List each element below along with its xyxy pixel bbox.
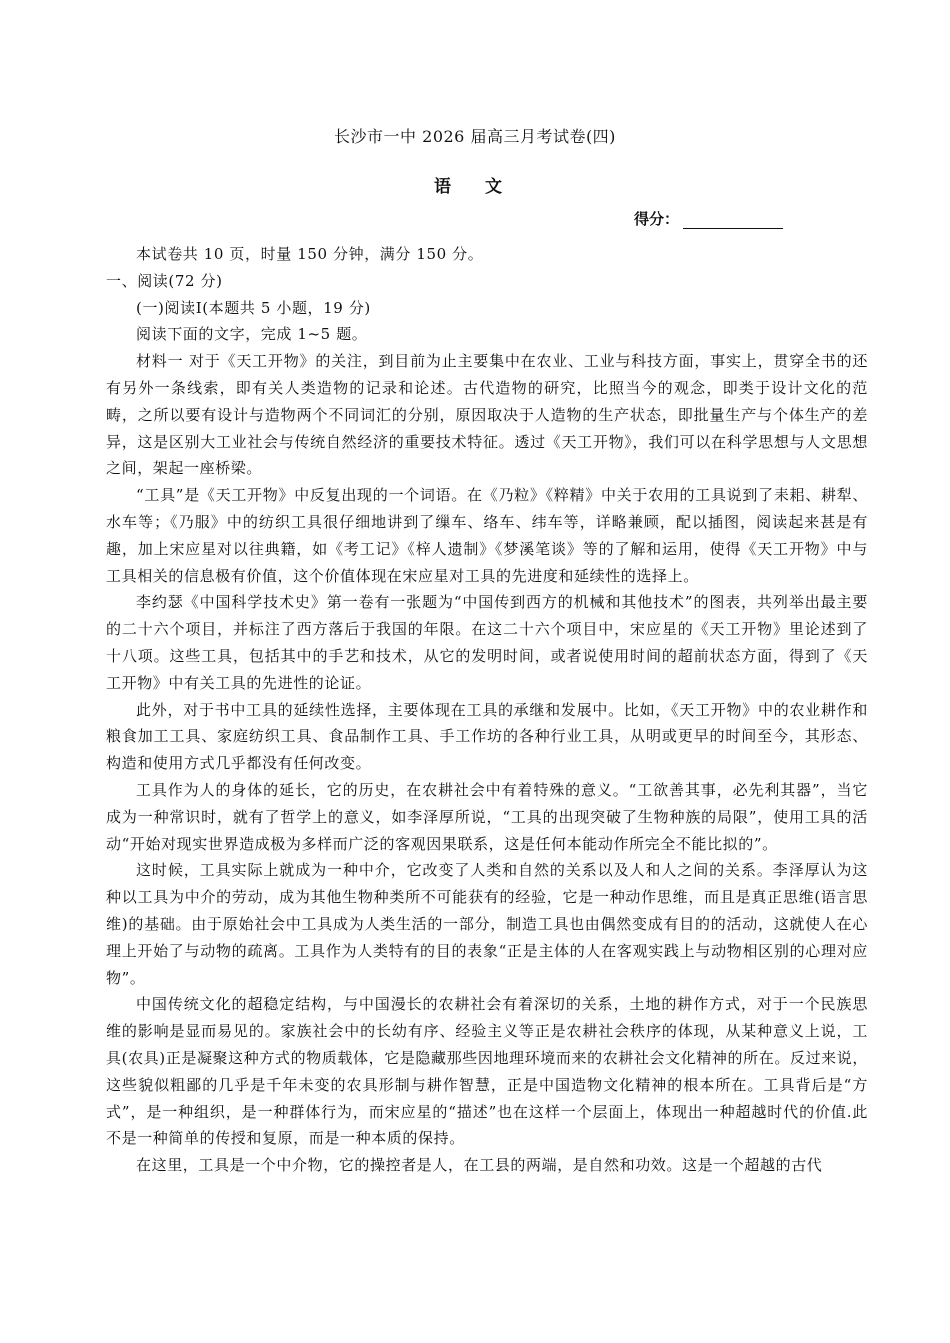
score-blank-line bbox=[683, 212, 783, 229]
passage-paragraph: 在这里，工具是一个中介物，它的操控者是人，在工县的两端，是自然和功效。这是一个超越的古代 bbox=[136, 1156, 823, 1175]
passage-paragraph: 工具作为人的身体的延长，它的历史，在农耕社会中有着特殊的意义。“工欲善其事，必先利其器”，当它成为一种常识时，就有了哲学上的意义，如李泽厚所说，“工具的出现突破了生物种族的局限”，使用工具的活动“开始对现实世界造成极为多样而广泛的客观因果联系，这是任何本能动作所完全不能比拟的”。 bbox=[106, 780, 868, 853]
exam-body bbox=[106, 241, 868, 1179]
passage-paragraph: 此外，对于书中工具的延续性选择，主要体现在工具的承继和发展中。比如，《天工开物》中的农业耕作和粮食加工工具、家庭纺织工具、食品制作工具、手工作坊的各种行业工具，从明或更早的时间至今，其形态、构造和使用方式几乎都没有任何改变。 bbox=[106, 700, 868, 773]
passage-paragraph: 李约瑟《中国科学技术史》第一卷有一张题为“中国传到西方的机械和其他技术”的图表，共列举出最主要的二十六个项目，并标注了西方落后于我国的年限。在这二十六个项目中，宋应星的《天工开物》里论述到了十八项。这些工具，包括其中的手艺和技术，从它的发明时间，或者说使用时间的超前状态方面，得到了《天工开物》中有关工具的先进性的论证。 bbox=[106, 593, 868, 692]
exam-title: 长沙市一中 2026 届高三月考试卷(四) bbox=[334, 127, 616, 146]
section-heading: 一、阅读(72 分) bbox=[106, 271, 223, 290]
score-label: 得分： bbox=[634, 210, 680, 228]
score-field bbox=[634, 208, 783, 229]
passage-paragraph: 中国传统文化的超稳定结构，与中国漫长的农耕社会有着深切的关系，土地的耕作方式，对于一个民族思维的影响是显而易见的。家族社会中的长幼有序、经验主义等正是农耕社会秩序的体现，从某种意义上说，工具(农具)正是凝聚这种方式的物质载体，它是隐藏那些因地理环境而来的农耕社会文化精神的所在。反过来说，这些貌似粗鄙的几乎是千年未变的农具形制与耕作智慧，正是中国造物文化精神的根本所在。工具背后是“方式”，是一种组织，是一种群体行为，而宋应星的“描述”也在这样一个层面上，体现出一种超越时代的价值.此不是一种简单的传授和复原，而是一种本质的保持。 bbox=[106, 995, 868, 1148]
exam-info: 本试卷共 10 页，时量 150 分钟，满分 150 分。 bbox=[136, 245, 484, 263]
subsection-heading: (一)阅读Ⅰ(本题共 5 小题，19 分) bbox=[136, 298, 371, 317]
subject-title: 语 文 bbox=[434, 177, 516, 197]
reading-instruction: 阅读下面的文字，完成 1~5 题。 bbox=[136, 325, 368, 344]
passage-paragraph: “工具”是《天工开物》中反复出现的一个词语。在《乃粒》《粹精》中关于农用的工具说到了耒耜、耕犁、水车等；《乃服》中的纺织工具很仔细地讲到了缫车、络车、纬车等，详略兼顾，配以插图，阅读起来甚是有趣，加上宋应星对以往典籍，如《考工记》《梓人遗制》《梦溪笔谈》等的了解和运用，使得《天工开物》中与工具相关的信息极有价值，这个价值体现在宋应星对工具的先进度和延续性的选择上。 bbox=[106, 486, 868, 585]
passage-paragraph: 材料一 对于《天工开物》的关注，到目前为止主要集中在农业、工业与科技方面，事实上，贯穿全书的还有另外一条线索，即有关人类造物的记录和论述。古代造物的研究，比照当今的观念，即类于设计文化的范畴，之所以要有设计与造物两个不同词汇的分别，原因取决于人造物的生产状态，即批量生产与个体生产的差异，这是区别大工业社会与传统自然经济的重要技术特征。透过《天工开物》，我们可以在科学思想与人文思想之间，架起一座桥梁。 bbox=[106, 352, 868, 478]
passage-paragraph: 这时候，工具实际上就成为一种中介，它改变了人类和自然的关系以及人和人之间的关系。李泽厚认为这种以工具为中介的劳动，成为其他生物种类所不可能获有的经验，它是一种动作思维，而且是真正思维(语言思维)的基础。由于原始社会中工具成为人类生活的一部分，制造工具也由偶然变成有目的的活动，这就使人在心理上开始了与动物的疏离。工具作为人类特有的目的表象“正是主体的人在客观实践上与动物相区别的心理对应物”。 bbox=[106, 861, 868, 987]
